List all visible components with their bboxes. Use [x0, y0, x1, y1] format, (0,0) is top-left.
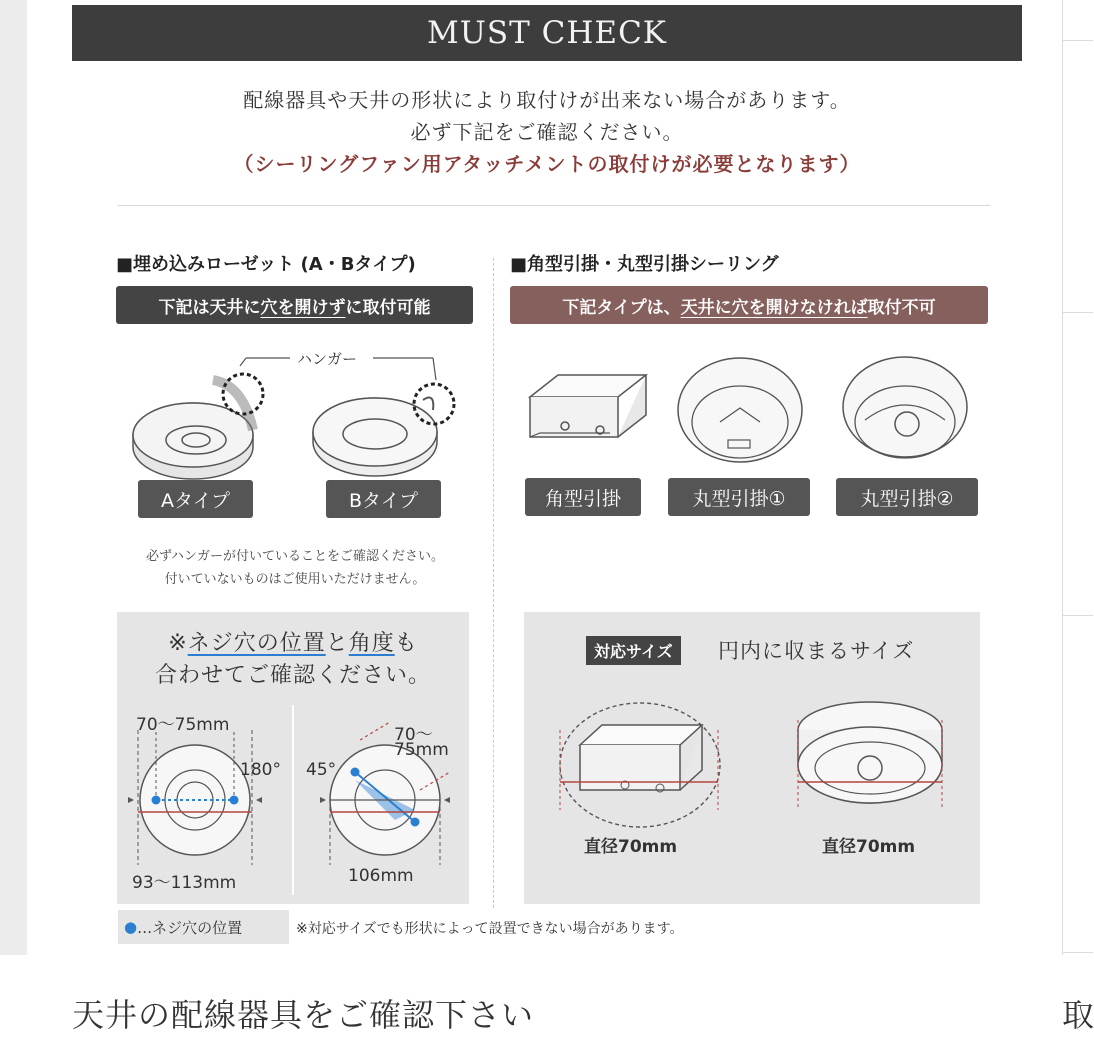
legend-dot: ● — [124, 918, 138, 936]
screw-panel-title-2: 合わせてご確認ください。 — [154, 663, 431, 688]
type-b-chip: Bタイプ — [326, 480, 441, 518]
dim-left-bottom: 93～113mm — [132, 873, 237, 893]
angle-180: 180° — [240, 760, 281, 780]
title-text: ※ — [168, 631, 188, 656]
square-hook-chip: 角型引掛 — [525, 478, 641, 516]
intro-line-2: 必ず下記をご確認ください。 — [410, 120, 684, 144]
intro-line-1: 配線器具や天井の形状により取付けが出来ない場合があります。 — [243, 88, 851, 112]
column-divider — [493, 258, 494, 908]
round-hook-2-chip: 丸型引掛② — [836, 478, 978, 516]
right-section-heading: ■角型引掛・丸型引掛シーリング — [510, 254, 779, 275]
title-text: と — [325, 631, 349, 656]
title-text: も — [394, 631, 418, 656]
dim-right-bottom: 106mm — [348, 866, 414, 886]
size-diagrams — [540, 690, 970, 830]
divider — [118, 205, 990, 206]
next-section-title-partial: 取 — [1062, 996, 1094, 1034]
title-underlined-angle: 角度 — [348, 631, 395, 656]
must-check-banner — [72, 5, 1022, 61]
size-panel-title: 円内に収まるサイズ — [718, 639, 915, 663]
next-slide-edge[interactable] — [1062, 0, 1093, 955]
hanger-note-2: 付いていないものはご使用いただけません。 — [164, 572, 426, 587]
legend-text: …ネジ穴の位置 — [137, 918, 243, 937]
angle-45: 45° — [306, 760, 337, 780]
dim-right-top-1: 70～ — [394, 725, 433, 745]
screw-panel-title-1 — [117, 626, 469, 657]
ceiling-illustrations — [515, 352, 985, 472]
title-underlined-position: ネジ穴の位置 — [187, 631, 326, 656]
bar-text: 下記タイプは、 — [562, 297, 681, 318]
section-title: 天井の配線器具をご確認下さい — [72, 996, 535, 1034]
left-section-bar — [116, 286, 473, 324]
banner-title: MUST CHECK — [427, 15, 667, 51]
diam-right: 直径70mm — [822, 837, 916, 857]
hanger-label: ハンガー — [297, 350, 358, 368]
caution-note: ※対応サイズでも形状によって設置できない場合があります。 — [296, 921, 684, 937]
type-a-chip: Aタイプ — [138, 480, 253, 518]
bar-text: に取付可能 — [345, 297, 431, 318]
dim-left-top: 70～75mm — [136, 715, 230, 735]
size-badge: 対応サイズ — [586, 636, 681, 665]
diam-left: 直径70mm — [584, 837, 678, 857]
round-hook-1-chip: 丸型引掛① — [668, 478, 810, 516]
bar-text: 取付不可 — [867, 297, 936, 318]
bar-text-underlined: 穴を開けず — [260, 297, 346, 318]
bar-text: 下記は天井に — [158, 297, 261, 318]
hanger-note-1: 必ずハンガーが付いていることをご確認ください。 — [146, 549, 444, 564]
left-gallery-strip — [0, 0, 27, 955]
screw-legend — [118, 910, 289, 944]
bar-text-underlined: 天井に穴を開けなければ — [680, 297, 868, 318]
left-section-heading: ■埋め込みローゼット (A・Bタイプ) — [116, 254, 416, 275]
right-section-bar — [510, 286, 988, 324]
intro-line-3: （シーリングファン用アタッチメントの取付けが必要となります） — [233, 152, 861, 176]
dim-right-top-2: 75mm — [394, 740, 449, 760]
